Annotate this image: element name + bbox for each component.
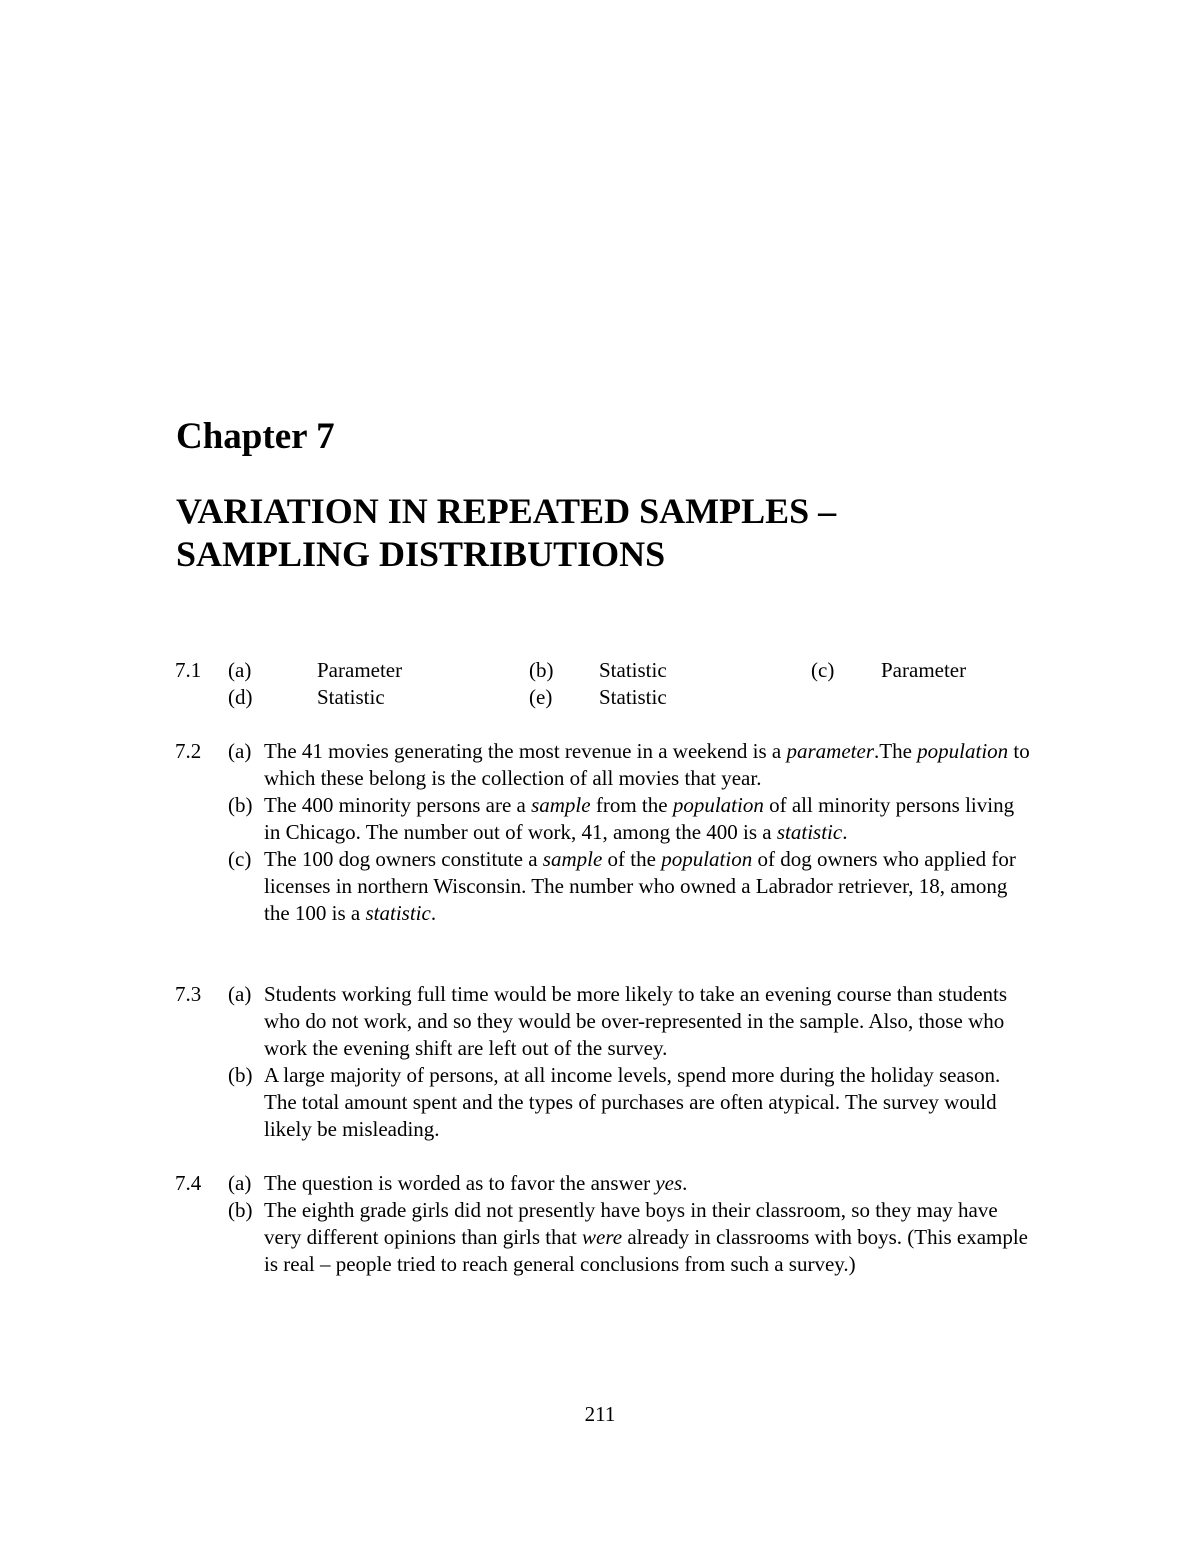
item-label: (a) bbox=[228, 658, 252, 682]
item-label: (b) bbox=[228, 793, 253, 817]
answer-item bbox=[0, 738, 1034, 792]
item-label: (b) bbox=[529, 658, 554, 682]
answer-text: from the bbox=[590, 793, 673, 817]
item-label: (c) bbox=[228, 847, 252, 871]
answer-item bbox=[0, 792, 1034, 846]
answer-text: .The bbox=[874, 739, 918, 763]
answer-text: already in classrooms with boys. (This example is real – people tried to reach general conclusions from such a survey.) bbox=[264, 1225, 1029, 1276]
problem-7-2 bbox=[0, 738, 1200, 927]
answer-text: of the bbox=[602, 847, 662, 871]
answer-item bbox=[0, 846, 1034, 927]
emphasis-text: population bbox=[672, 793, 764, 817]
problem-number: 7.3 bbox=[175, 982, 202, 1006]
answer-text: The question is worded as to favor the answer bbox=[264, 1171, 656, 1195]
chapter-title-line-2: SAMPLING DISTRIBUTIONS bbox=[176, 534, 666, 574]
answer-item bbox=[0, 1062, 1034, 1143]
answer-item bbox=[0, 1170, 1034, 1197]
page-number: 211 bbox=[584, 1402, 616, 1426]
answer-text: Students working full time would be more likely to take an evening course than students who do not work, and so they would be over-represented in the sample. Also, those who work the evening shift are left out of the survey. bbox=[264, 982, 1008, 1060]
answer-item bbox=[0, 981, 1034, 1062]
problem-number: 7.1 bbox=[175, 658, 202, 682]
answer-text: Statistic bbox=[317, 685, 385, 709]
answer-text: A large majority of persons, at all income levels, spend more during the holiday season. The total amount spent and the types of purchases are often atypical. The survey would likely be misleading. bbox=[264, 1063, 1001, 1141]
emphasis-text: population bbox=[661, 847, 753, 871]
emphasis-text: yes bbox=[655, 1171, 683, 1195]
chapter-title-line-1: VARIATION IN REPEATED SAMPLES – bbox=[176, 491, 837, 531]
emphasis-text: population bbox=[917, 739, 1009, 763]
problem-7-4 bbox=[0, 1170, 1200, 1278]
problem-7-3 bbox=[0, 981, 1200, 1143]
answer-text: . bbox=[430, 901, 437, 925]
item-label: (c) bbox=[811, 658, 835, 682]
answer-text: Parameter bbox=[317, 658, 403, 682]
answer-item bbox=[0, 1197, 1034, 1278]
emphasis-text: sample bbox=[542, 847, 603, 871]
answer-text: Parameter bbox=[881, 658, 967, 682]
answer-text: of all minority persons living in Chicago. The number out of work, 41, among the 400 is a bbox=[264, 793, 1015, 844]
answer-text: to which these belong is the collection of all movies that year. bbox=[264, 739, 1030, 790]
answer-text: The eighth grade girls did not presently have boys in their classroom, so they may have very different opinions than girls that bbox=[264, 1198, 998, 1249]
answer-text: The 400 minority persons are a bbox=[264, 793, 532, 817]
chapter-title bbox=[176, 490, 836, 576]
item-label: (e) bbox=[529, 685, 553, 709]
emphasis-text: statistic bbox=[365, 901, 431, 925]
item-label: (b) bbox=[228, 1198, 253, 1222]
answer-text: The 100 dog owners constitute a bbox=[264, 847, 543, 871]
item-label: (a) bbox=[228, 982, 252, 1006]
emphasis-text: statistic bbox=[776, 820, 843, 844]
answer-text: . bbox=[682, 1171, 688, 1195]
item-label: (b) bbox=[228, 1063, 253, 1087]
answer-text: The 41 movies generating the most revenue in a weekend is a bbox=[264, 739, 787, 763]
answer-text: Statistic bbox=[599, 658, 667, 682]
emphasis-text: were bbox=[582, 1225, 623, 1249]
answer-text: . bbox=[842, 820, 848, 844]
answer-text: Statistic bbox=[599, 685, 667, 709]
answer-text: of dog owners who applied for licenses in northern Wisconsin. The number who owned a Labrador retriever, 18, among the 100 is a bbox=[264, 847, 1016, 925]
emphasis-text: parameter bbox=[786, 739, 874, 763]
item-label: (d) bbox=[228, 685, 253, 709]
problem-number: 7.4 bbox=[175, 1171, 202, 1195]
emphasis-text: sample bbox=[531, 793, 591, 817]
chapter-heading: Chapter 7 bbox=[176, 416, 335, 457]
item-label: (a) bbox=[228, 739, 252, 763]
item-label: (a) bbox=[228, 1171, 252, 1195]
problem-number: 7.2 bbox=[175, 739, 202, 763]
